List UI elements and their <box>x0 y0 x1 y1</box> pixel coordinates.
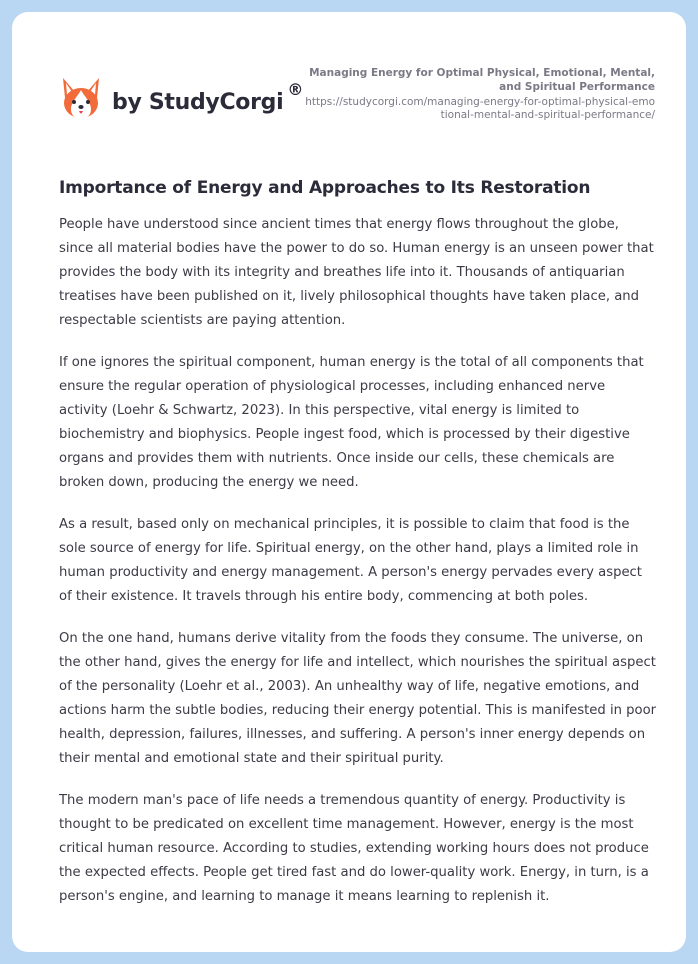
studycorgi-logo[interactable] <box>60 76 303 122</box>
brand-name: by StudyCorgi <box>112 89 284 115</box>
paragraph: On the one hand, humans derive vitality from the foods they consume. The universe, on the other hand, gives the energy for life and intellect, which nourishes the spiritual aspect of the personality (Loehr et al., 2003). An unhealthy way of life, negative emotions, and actions harm the subtle bodies, reducing their energy potential. This is manifested in poor health, depression, failures, illnesses, and suffering. A person's inner energy depends on their mental and emotional state and their spiritual purity. <box>59 631 657 766</box>
registered-mark: ® <box>287 79 304 99</box>
paragraph: As a result, based only on mechanical principles, it is possible to claim that food is the sole source of energy for life. Spiritual energy, on the other hand, plays a limited role in human productivity and energy management. A person's energy pervades every aspect of their existence. It travels through his entire body, commencing at both poles. <box>59 517 642 604</box>
article-heading: Importance of Energy and Approaches to Its Restoration <box>59 178 591 198</box>
corgi-head-icon <box>60 76 102 122</box>
source-url[interactable]: https://studycorgi.com/managing-energy-for-optimal-physical-emotional-mental-and-spiritual-performance/ <box>305 96 655 121</box>
source-meta <box>305 66 655 122</box>
page-header <box>12 12 686 152</box>
article-body <box>59 177 657 927</box>
paragraph: The modern man's pace of life needs a tremendous quantity of energy. Productivity is thought to be predicated on excellent time management. However, energy is the most critical human resource. According to studies, extending working hours does not produce the expected effects. People get tired fast and do lower-quality work. Energy, in turn, is a person's engine, and learning to manage it means learning to replenish it. <box>59 793 649 904</box>
source-title: Managing Energy for Optimal Physical, Emotional, Mental, and Spiritual Performance <box>309 67 655 93</box>
document-card <box>12 12 686 952</box>
paragraph: People have understood since ancient times that energy flows throughout the globe, since all material bodies have the power to do so. Human energy is an unseen power that provides the body with its integrity and breathes life into it. Thousands of antiquarian treatises have been published on it, lively philosophical thoughts have taken place, and respectable scientists are paying attention. <box>59 217 654 328</box>
paragraph: If one ignores the spiritual component, human energy is the total of all components that ensure the regular operation of physiological processes, including enhanced nerve activity (Loehr & Schwartz, 2023). In this perspective, vital energy is limited to biochemistry and biophysics. People ingest food, which is processed by their digestive organs and provides them with nutrients. Once inside our cells, these chemicals are broken down, producing the energy we need. <box>59 355 644 490</box>
